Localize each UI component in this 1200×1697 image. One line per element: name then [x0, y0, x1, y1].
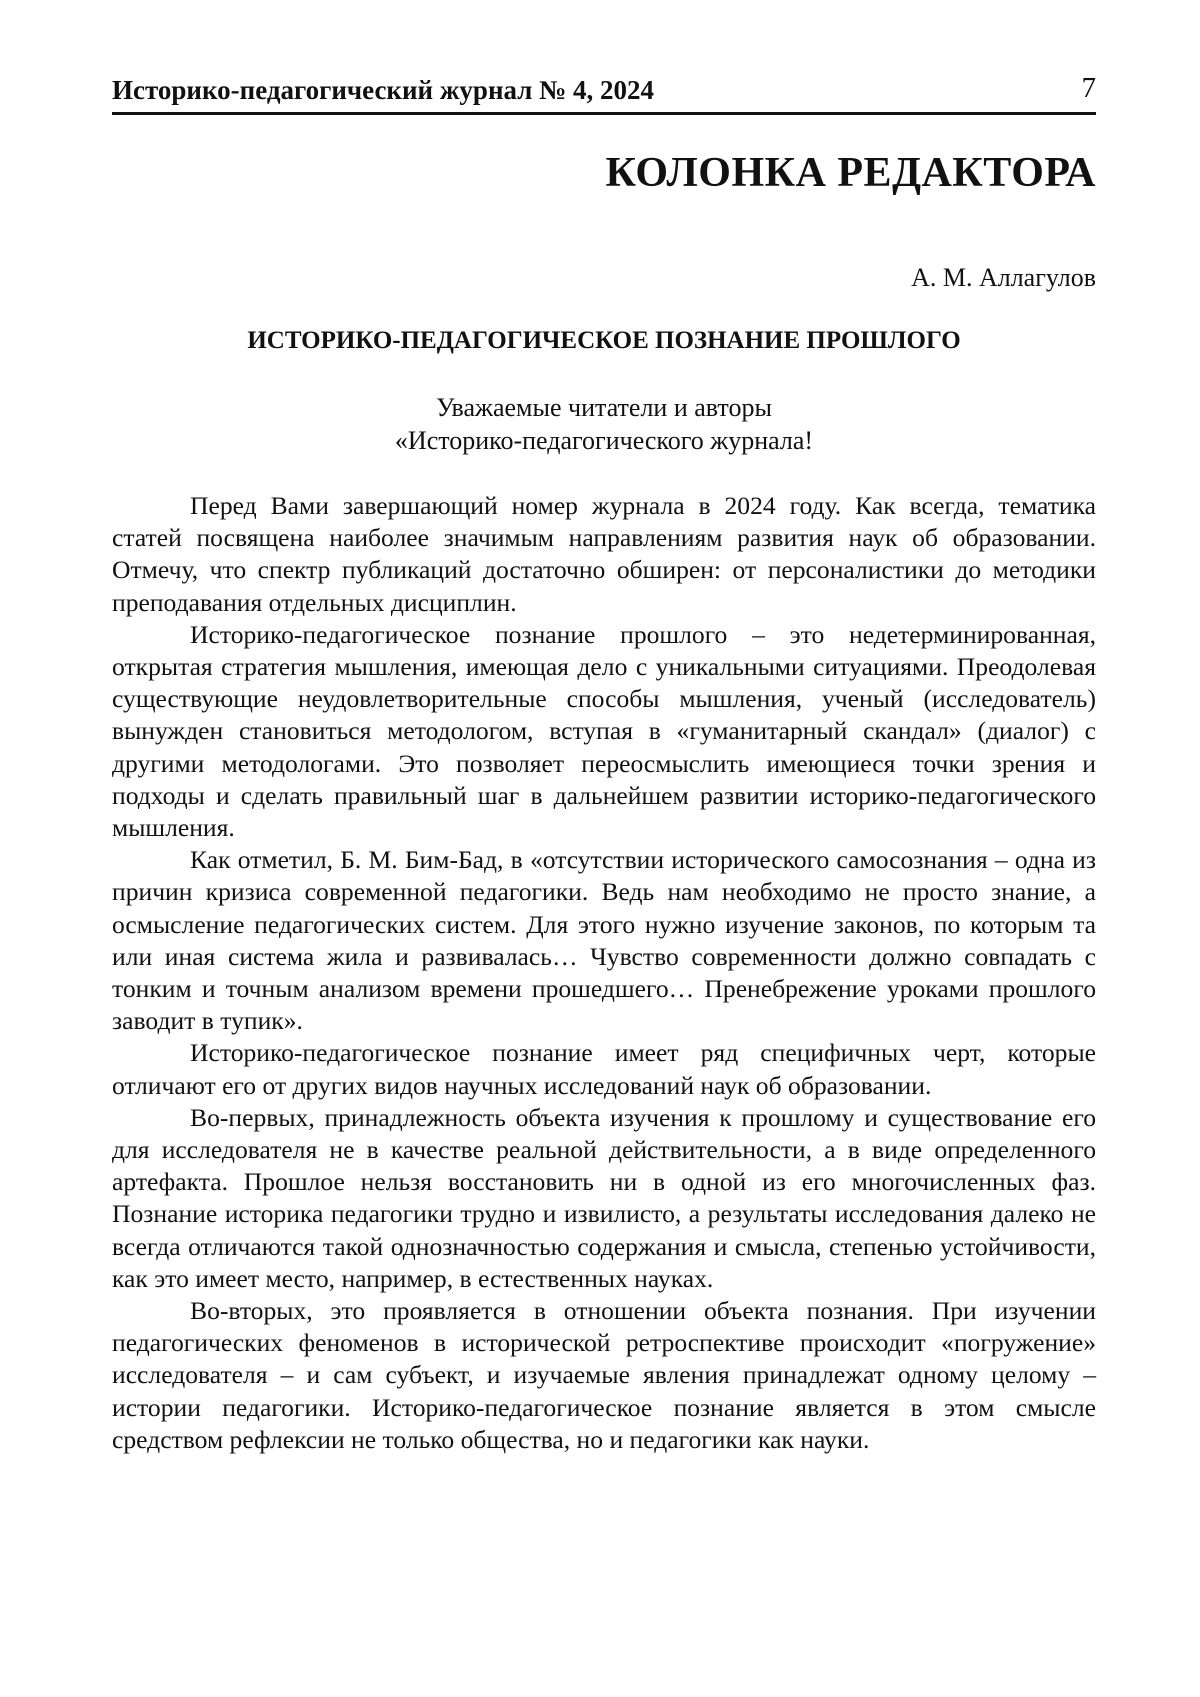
page-number: 7: [1081, 72, 1096, 104]
paragraph-2: Историко-педагогическое познание прошлого – это недетерминированная, открытая стратегия мышления, имеющая дело с уникальными ситуациями. Преодолевая существующие неудовлетворительные способы мышления, ученый (исследователь) вынужден становиться методологом, вступая в «гуманитарный скандал» (диалог) с другими методологами. Это позволяет переосмыслить имеющиеся точки зрения и подходы и сделать правильный шаг в дальнейшем развитии историко-педагогического мышления.: [112, 619, 1096, 843]
paragraph-4: Историко-педагогическое познание имеет ряд специфичных черт, которые отличают его от других видов научных исследований наук об образовании.: [112, 1038, 1096, 1100]
greeting-line-2: «Историко-педагогического журнала!: [394, 426, 814, 455]
paragraph-3: Как отметил, Б. М. Бим-Бад, в «отсутствии исторического самосознания – одна из причин кризиса современной педагогики. Ведь нам необходимо не просто знание, а осмысление педагогических систем. Для этого нужно изучение законов, по которым та или иная система жила и развивалась… Чувство современности должно совпадать с тонким и точным анализом времени прошедшего… Пренебрежение уроками прошлого заводит в тупик».: [112, 845, 1096, 1036]
running-header: [112, 72, 1096, 115]
article-body: [112, 490, 1096, 1456]
journal-name: Историко-педагогический журнал № 4, 2024: [112, 75, 655, 105]
greeting: [112, 391, 1096, 457]
section-title: КОЛОНКА РЕДАКТОРА: [605, 150, 1096, 196]
paragraph-6: Во-вторых, это проявляется в отношении объекта познания. При изучении педагогических феноменов в исторической ретроспективе происходит «погружение» исследователя – и сам субъект, и изучаемые явления принадлежат одному целому – истории педагогики. Историко-педагогическое познание является в этом смысле средством рефлексии не только общества, но и педагогики как науки.: [112, 1296, 1096, 1454]
article-title: ИСТОРИКО-ПЕДАГОГИЧЕСКОЕ ПОЗНАНИЕ ПРОШЛОГО: [247, 327, 961, 354]
paragraph-1: Перед Вами завершающий номер журнала в 2024 году. Как всегда, тематика статей посвящена наиболее значимым направлениям развития наук об образовании. Отмечу, что спектр публикаций достаточно обширен: от персоналистики до методики преподавания отдельных дисциплин.: [112, 491, 1096, 617]
greeting-line-1: Уважаемые читатели и авторы: [436, 393, 772, 422]
paragraph-5: Во-первых, принадлежность объекта изучения к прошлому и существование его для исследователя не в качестве реальной действительности, а в виде определенного артефакта. Прошлое нельзя восстановить ни в одной из его многочисленных фаз. Познание историка педагогики трудно и извилисто, а результаты исследования далеко не всегда отличаются такой однозначностью содержания и смысла, степенью устойчивости, как это имеет место, например, в естественных науках.: [112, 1102, 1096, 1293]
author-name: А. М. Аллагулов: [911, 263, 1096, 292]
